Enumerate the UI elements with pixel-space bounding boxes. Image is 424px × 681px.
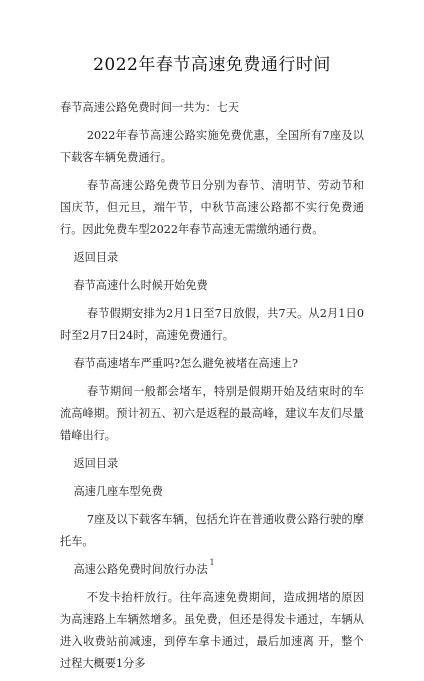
paragraph-free-holidays: 春节高速公路免费节日分别为春节、清明节、劳动节和国庆节，但元旦，端午节，中秋节高速公路都不实行免费通行。因此免费车型2022年春节高速无需缴纳通行费。 [60, 179, 364, 236]
back-to-toc-link[interactable]: 返回目录 [73, 251, 119, 264]
paragraph-release-method: 不发卡抬杆放行。往年高速免费期间，造成拥堵的原因为高速路上车辆然增多。虽免费，但还是得发卡通过，车辆从进入收费站前减速，到停车拿卡通过，最后加速离 开，整个过程大概要1分多 [60, 591, 364, 670]
paragraph-free-policy: 2022年春节高速公路实施免费优惠，全国所有7座及以下载客车辆免费通行。 [60, 129, 364, 164]
back-to-toc-link[interactable]: 返回目录 [73, 457, 119, 470]
section-heading-release-method: 高速公路免费时间放行办法 [73, 563, 208, 576]
paragraph-holiday-schedule: 春节假期安排为2月1日至7日放假，共7天。从2月1日0时至2月7日24时，高速免费通行。 [60, 307, 364, 342]
section-heading-vehicle-types: 高速几座车型免费 [73, 485, 163, 498]
document-body [60, 97, 364, 681]
document-title: 2022年春节高速免费通行时间 [93, 55, 331, 75]
page-number: 1 [209, 558, 215, 567]
section-heading-traffic: 春节高速堵车严重吗?怎么避免被堵在高速上? [73, 357, 298, 370]
paragraph-free-duration: 春节高速公路免费时间一共为：七天 [60, 101, 240, 114]
paragraph-traffic-advice: 春节期间一般都会堵车，特别是假期开始及结束时的车流高峰期。预计初五、初六是返程的最高峰，建议车友们尽量错峰出行。 [60, 385, 364, 442]
paragraph-vehicle-types: 7座及以下载客车辆，包括允许在普通收费公路行驶的摩托车。 [60, 513, 364, 548]
section-heading-start-time: 春节高速什么时候开始免费 [73, 279, 208, 292]
